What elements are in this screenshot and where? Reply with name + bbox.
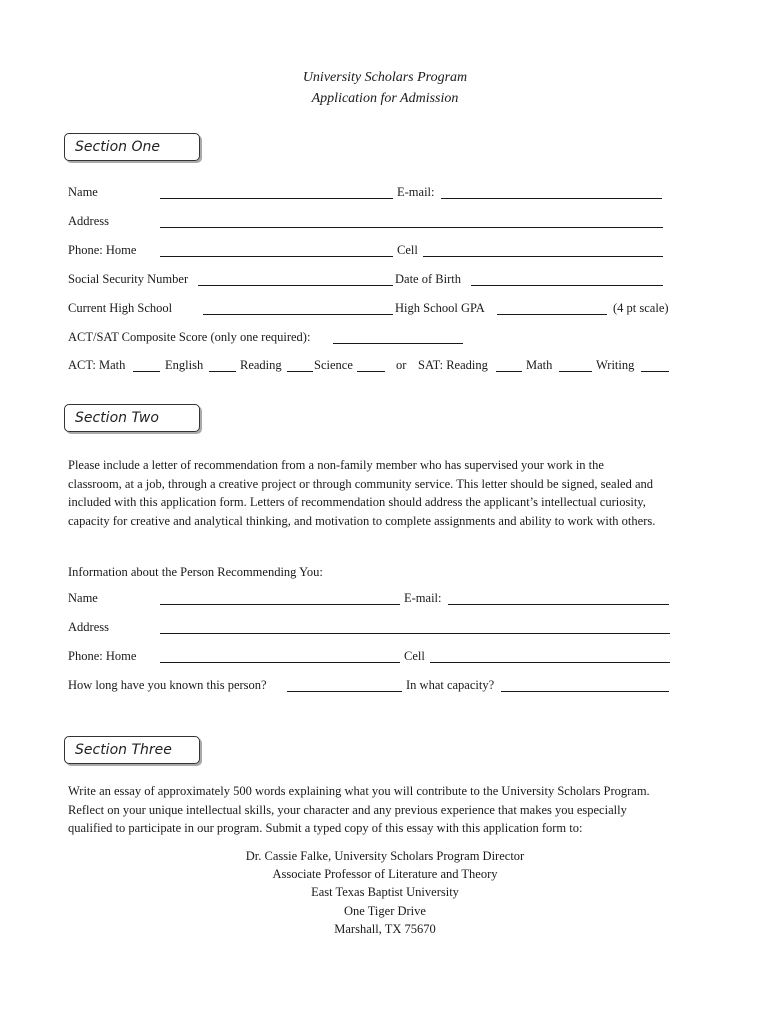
address-line: Marshall, TX 75670: [334, 921, 436, 936]
capacity-label: In what capacity?: [406, 678, 495, 692]
cell-label: Cell: [397, 243, 418, 257]
or-label: or: [396, 358, 407, 372]
sat-math-label: Math: [526, 358, 553, 372]
section-three-heading: Section Three: [75, 742, 172, 758]
recommender-name-field[interactable]: [160, 604, 400, 605]
known-duration-field[interactable]: [287, 691, 402, 692]
section-three-heading-box: [64, 736, 200, 764]
phone-home-label: Phone: Home: [68, 243, 137, 257]
address-label: Address: [68, 214, 109, 228]
act-math-label: ACT: Math: [68, 358, 126, 372]
recommendation-instructions: [68, 456, 708, 530]
paragraph-line: qualified to participate in our program. Submit a typed copy of this essay with this application form to:: [68, 821, 583, 835]
recommender-address-label: Address: [68, 620, 109, 634]
name-label: Name: [68, 185, 98, 199]
act-science-label: Science: [314, 358, 353, 372]
section-one-heading: Section One: [75, 139, 160, 155]
paragraph-line: Write an essay of approximately 500 words explaining what you will contribute to the University Scholars Program.: [68, 784, 650, 798]
ssn-field[interactable]: [198, 285, 393, 286]
section-two-heading-box: [64, 404, 200, 432]
recommender-cell-field[interactable]: [430, 662, 670, 663]
section-two-heading: Section Two: [75, 410, 159, 426]
recommender-phone-field[interactable]: [160, 662, 400, 663]
act-reading-label: Reading: [240, 358, 282, 372]
recommender-email-field[interactable]: [448, 604, 669, 605]
recommender-cell-label: Cell: [404, 649, 425, 663]
address-line: East Texas Baptist University: [311, 885, 459, 900]
recommender-phone-label: Phone: Home: [68, 649, 137, 663]
high-school-field[interactable]: [203, 314, 393, 315]
form-subtitle: Application for Admission: [311, 91, 459, 106]
recommender-info-heading: Information about the Person Recommending You:: [68, 565, 323, 579]
paragraph-line: Reflect on your unique intellectual skills, your character and any previous experience that makes you especially: [68, 802, 627, 817]
known-duration-label: How long have you known this person?: [68, 678, 267, 692]
email-field[interactable]: [441, 198, 662, 199]
composite-score-label: ACT/SAT Composite Score (only one required):: [68, 330, 311, 344]
sat-reading-field[interactable]: [496, 371, 522, 372]
section-one-heading-box: [64, 133, 200, 161]
address-field[interactable]: [160, 227, 663, 228]
recommender-email-label: E-mail:: [404, 591, 442, 605]
capacity-field[interactable]: [501, 691, 669, 692]
dob-field[interactable]: [471, 285, 663, 286]
gpa-label: High School GPA: [395, 301, 485, 315]
mailing-address: [0, 847, 770, 938]
ssn-label: Social Security Number: [68, 272, 189, 286]
paragraph-line: capacity for creative and analytical thinking, and motivation to complete assignments and ability to work with others.: [68, 513, 656, 528]
paragraph-line: classroom, at a job, through a creative project or through community service. This letter should be signed, sealed and: [68, 476, 654, 491]
name-field[interactable]: [160, 198, 393, 199]
essay-instructions: [68, 782, 708, 838]
act-english-label: English: [165, 358, 204, 372]
paragraph-line: Please include a letter of recommendation from a non-family member who has supervised your work in the: [68, 458, 604, 472]
cell-field[interactable]: [423, 256, 663, 257]
act-math-field[interactable]: [133, 371, 160, 372]
form-title: University Scholars Program: [302, 70, 468, 85]
high-school-label: Current High School: [68, 301, 173, 315]
sat-reading-label: SAT: Reading: [418, 358, 488, 372]
act-science-field[interactable]: [357, 371, 385, 372]
dob-label: Date of Birth: [395, 272, 461, 286]
gpa-scale-note: (4 pt scale): [613, 301, 669, 315]
address-line: Associate Professor of Literature and Theory: [272, 867, 498, 882]
paragraph-line: included with this application form. Letters of recommendation should address the applicant’s intellectual curiosity,: [68, 495, 646, 509]
recommender-name-label: Name: [68, 591, 98, 605]
sat-writing-field[interactable]: [641, 371, 669, 372]
recommender-address-field[interactable]: [160, 633, 670, 634]
sat-writing-label: Writing: [596, 358, 635, 372]
phone-home-field[interactable]: [160, 256, 393, 257]
address-line: One Tiger Drive: [344, 903, 426, 918]
address-line: Dr. Cassie Falke, University Scholars Program Director: [245, 849, 525, 863]
email-label: E-mail:: [397, 185, 435, 199]
act-reading-field[interactable]: [287, 371, 313, 372]
composite-score-field[interactable]: [333, 343, 463, 344]
sat-math-field[interactable]: [559, 371, 592, 372]
act-english-field[interactable]: [209, 371, 236, 372]
gpa-field[interactable]: [497, 314, 607, 315]
